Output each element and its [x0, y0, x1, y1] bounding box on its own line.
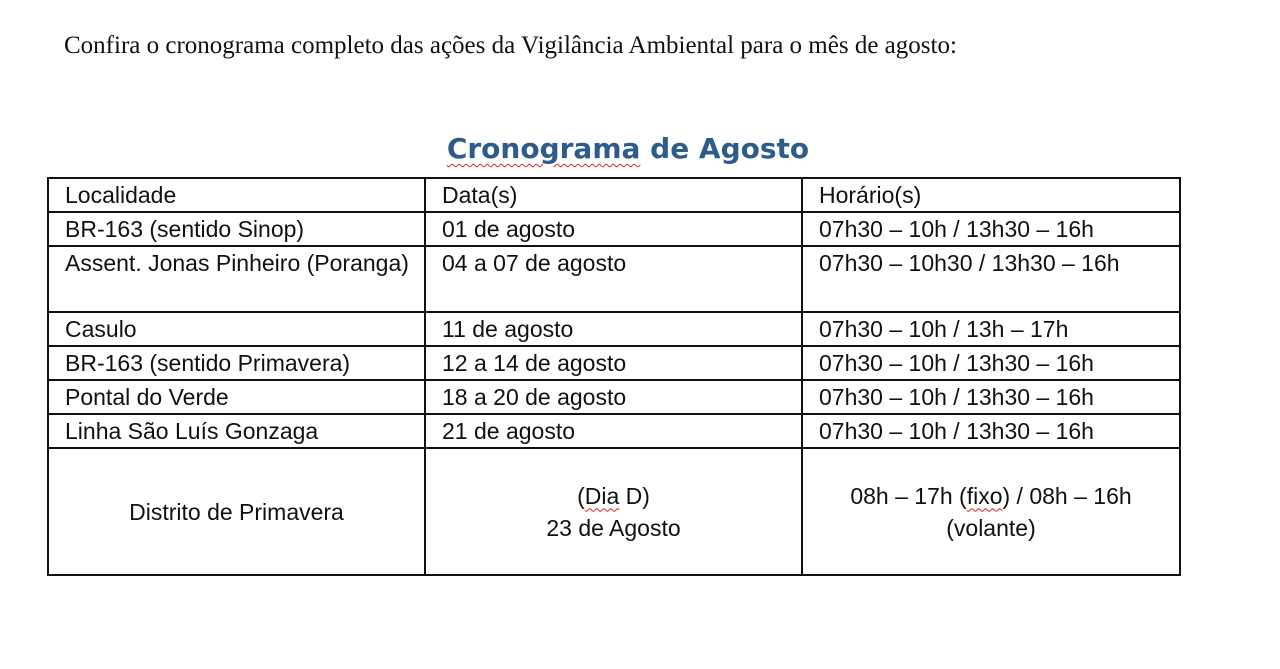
cell-location: Casulo — [48, 312, 425, 346]
table-row-distrito — [48, 448, 1180, 575]
title-rest: de Agosto — [640, 132, 810, 165]
time-pre: 08h – 17h ( — [850, 482, 967, 509]
cell-time: 07h30 – 10h / 13h30 – 16h — [802, 212, 1180, 246]
schedule-table — [47, 177, 1181, 576]
date-line2: 23 de Agosto — [546, 514, 681, 541]
time-word-fixo: fixo — [966, 482, 1003, 509]
cell-time: 07h30 – 10h / 13h30 – 16h — [802, 414, 1180, 448]
cell-date: 21 de agosto — [425, 414, 802, 448]
table-row — [48, 246, 1180, 312]
cell-date: 04 a 07 de agosto — [425, 246, 802, 312]
title-word-cronograma: Cronograma — [446, 132, 641, 165]
cell-location: BR-163 (sentido Sinop) — [48, 212, 425, 246]
table-header-row — [48, 178, 1180, 212]
date-close: D) — [619, 482, 650, 509]
cell-time: 07h30 – 10h / 13h30 – 16h — [802, 346, 1180, 380]
table-row — [48, 212, 1180, 246]
cell-location: BR-163 (sentido Primavera) — [48, 346, 425, 380]
header-cell-localidade: Localidade — [48, 178, 425, 212]
intro-paragraph: Confira o cronograma completo das ações da Vigilância Ambiental para o mês de agosto: — [64, 32, 957, 59]
header-cell-horarios: Horário(s) — [802, 178, 1180, 212]
cell-location: Distrito de Primavera — [48, 448, 425, 575]
cell-date: 12 a 14 de agosto — [425, 346, 802, 380]
cell-time: 07h30 – 10h30 / 13h30 – 16h — [802, 246, 1180, 312]
cell-time — [802, 448, 1180, 575]
cell-date: 01 de agosto — [425, 212, 802, 246]
cell-date: 18 a 20 de agosto — [425, 380, 802, 414]
cell-location: Assent. Jonas Pinheiro (Poranga) — [48, 246, 425, 312]
table-row — [48, 312, 1180, 346]
cell-location: Pontal do Verde — [48, 380, 425, 414]
cell-date: 11 de agosto — [425, 312, 802, 346]
cell-date — [425, 448, 802, 575]
date-word-dia: Dia — [584, 482, 620, 509]
cell-location: Linha São Luís Gonzaga — [48, 414, 425, 448]
schedule-title — [0, 129, 1256, 169]
table-row — [48, 414, 1180, 448]
cell-time: 07h30 – 10h / 13h30 – 16h — [802, 380, 1180, 414]
date-open: ( — [577, 482, 585, 509]
cell-time: 07h30 – 10h / 13h – 17h — [802, 312, 1180, 346]
header-cell-datas: Data(s) — [425, 178, 802, 212]
table-row — [48, 346, 1180, 380]
time-post: ) / 08h – 16h — [1002, 482, 1132, 509]
time-line2: (volante) — [946, 514, 1036, 541]
table-row — [48, 380, 1180, 414]
